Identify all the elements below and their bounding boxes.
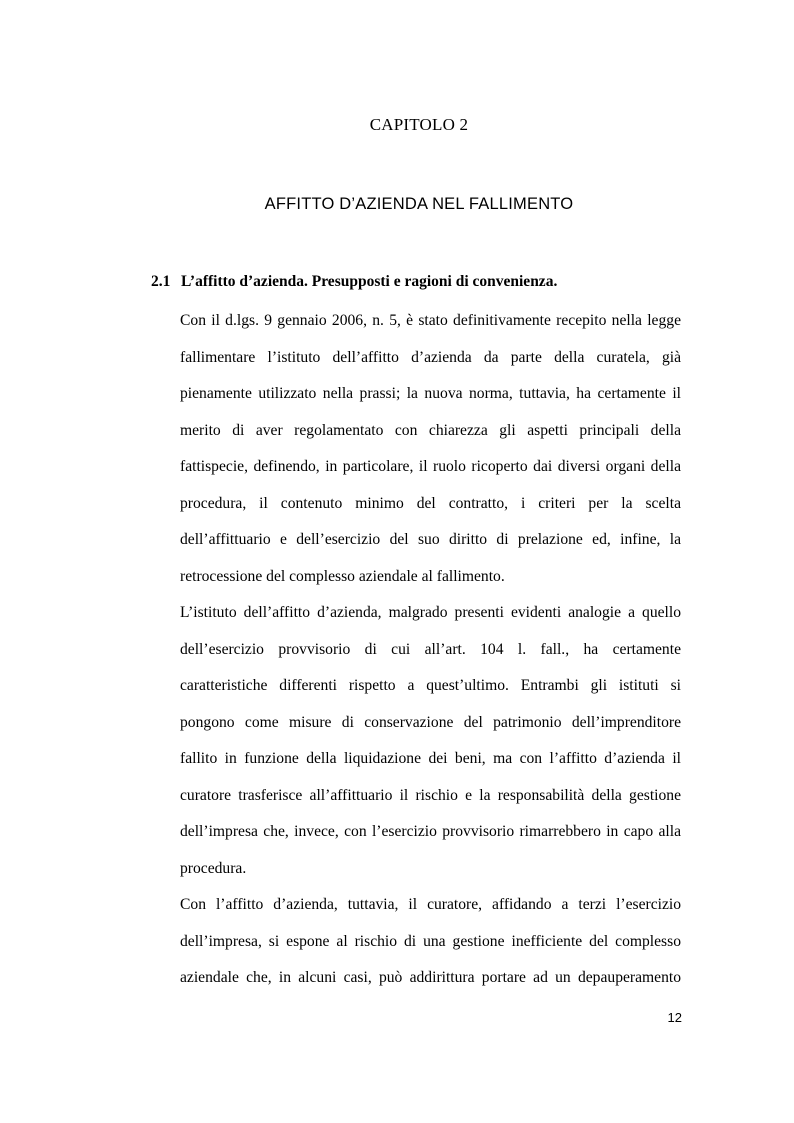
section-title: L’affitto d’azienda. Presupposti e ragioni di convenienza. bbox=[181, 273, 558, 290]
chapter-title: AFFITTO D’AZIENDA NEL FALLIMENTO bbox=[264, 195, 574, 213]
text-line: fattispecie, definendo, in particolare, il ruolo ricoperto dai diversi organi della bbox=[180, 458, 681, 475]
text-line: procedura. bbox=[180, 859, 247, 877]
text-line: retrocessione del complesso aziendale al fallimento. bbox=[180, 567, 505, 585]
page-number: 12 bbox=[667, 1010, 682, 1025]
chapter-heading: CAPITOLO 2 bbox=[369, 115, 469, 134]
text-line: L’istituto dell’affitto d’azienda, malgrado presenti evidenti analogie a quello bbox=[180, 604, 681, 621]
text-line: dell’impresa che, invece, con l’esercizio provvisorio rimarrebbero in capo alla bbox=[180, 823, 681, 840]
section-number: 2.1 bbox=[151, 273, 171, 290]
text-line: Con l’affitto d’azienda, tuttavia, il curatore, affidando a terzi l’esercizio bbox=[180, 896, 681, 913]
text-line: fallimentare l’istituto dell’affitto d’azienda da parte della curatela, già bbox=[180, 348, 681, 366]
text-line: Con il d.lgs. 9 gennaio 2006, n. 5, è stato definitivamente recepito nella legge bbox=[180, 312, 681, 329]
text-line: aziendale che, in alcuni casi, può addirittura portare ad un depauperamento bbox=[180, 969, 681, 986]
text-line: dell’esercizio provvisorio di cui all’art. 104 l. fall., ha certamente bbox=[180, 640, 681, 658]
text-line: pongono come misure di conservazione del patrimonio dell’imprenditore bbox=[180, 713, 681, 731]
text-line: procedura, il contenuto minimo del contratto, i criteri per la scelta bbox=[180, 494, 681, 512]
section-heading bbox=[151, 273, 557, 291]
text-line: merito di aver regolamentato con chiarezza gli aspetti principali della bbox=[180, 421, 681, 439]
body-text bbox=[180, 303, 681, 997]
text-line: caratteristiche differenti rispetto a quest’ultimo. Entrambi gli istituti si bbox=[180, 677, 681, 694]
text-line: curatore trasferisce all’affittuario il rischio e la responsabilità della gestione bbox=[180, 786, 681, 804]
text-line: dell’affittuario e dell’esercizio del suo diritto di prelazione ed, infine, la bbox=[180, 531, 681, 548]
text-line: dell’impresa, si espone al rischio di una gestione inefficiente del complesso bbox=[180, 932, 681, 950]
text-line: fallito in funzione della liquidazione dei beni, ma con l’affitto d’azienda il bbox=[180, 750, 681, 767]
text-line: pienamente utilizzato nella prassi; la nuova norma, tuttavia, ha certamente il bbox=[180, 385, 681, 402]
